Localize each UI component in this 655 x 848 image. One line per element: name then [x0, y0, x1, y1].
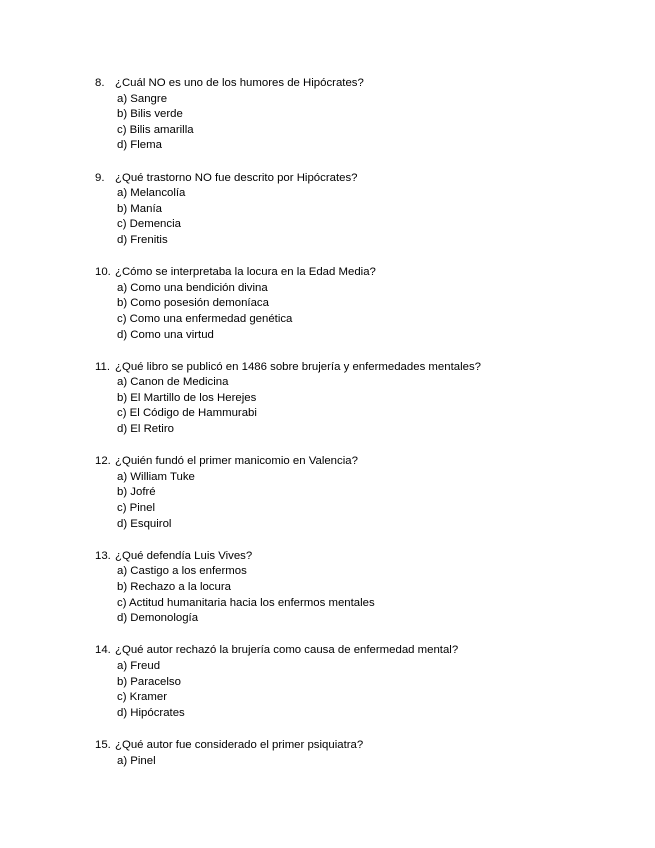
question-text: ¿Qué autor rechazó la brujería como causa de enfermedad mental? — [115, 644, 459, 657]
answer-option: b) Paracelso — [117, 675, 181, 688]
answer-option: a) Freud — [117, 659, 161, 672]
question-number: 15. — [95, 738, 111, 751]
answer-option: d) Frenitis — [117, 233, 168, 246]
question-number: 11. — [95, 360, 110, 373]
question-line — [95, 454, 615, 470]
question-line — [95, 171, 615, 187]
answer-options — [95, 375, 615, 437]
question-11 — [95, 360, 615, 438]
answer-option: c) Pinel — [117, 502, 155, 515]
answer-option: b) Manía — [117, 202, 162, 215]
answer-options — [95, 659, 615, 721]
question-number: 14. — [95, 644, 111, 657]
answer-option: c) Como una enfermedad genética — [117, 312, 293, 325]
question-line — [95, 360, 615, 376]
answer-options — [95, 92, 615, 154]
question-number: 12. — [95, 455, 111, 468]
answer-option: c) El Código de Hammurabi — [117, 407, 257, 420]
question-15 — [95, 738, 615, 769]
answer-options — [95, 754, 615, 770]
question-text: ¿Qué defendía Luis Vives? — [115, 549, 253, 562]
question-number: 10. — [95, 266, 111, 279]
answer-option: a) Pinel — [117, 754, 156, 767]
answer-options — [95, 281, 615, 343]
question-line — [95, 265, 615, 281]
question-text: ¿Qué trastorno NO fue descrito por Hipócrates? — [115, 171, 358, 184]
question-12 — [95, 454, 615, 532]
question-text: ¿Qué libro se publicó en 1486 sobre brujería y enfermedades mentales? — [115, 360, 481, 373]
answer-option: c) Actitud humanitaria hacia los enfermos mentales — [117, 596, 375, 609]
question-13 — [95, 549, 615, 627]
answer-option: a) Castigo a los enfermos — [117, 565, 247, 578]
answer-option: d) Esquirol — [117, 517, 172, 530]
answer-option: c) Demencia — [117, 218, 181, 231]
answer-option: b) Rechazo a la locura — [117, 581, 231, 593]
answer-option: b) Jofré — [117, 486, 156, 499]
answer-option: d) El Retiro — [117, 423, 174, 436]
question-line — [95, 76, 615, 92]
question-line — [95, 549, 615, 565]
answer-option: b) El Martillo de los Herejes — [117, 391, 257, 404]
question-14 — [95, 643, 615, 721]
question-text: ¿Cómo se interpretaba la locura en la Edad Media? — [115, 266, 376, 279]
question-line — [95, 738, 615, 754]
answer-option: a) Melancolía — [117, 187, 186, 200]
question-10 — [95, 265, 615, 343]
answer-option: c) Kramer — [117, 691, 167, 704]
answer-option: c) Bilis amarilla — [117, 123, 194, 136]
question-text: ¿Quién fundó el primer manicomio en Valencia? — [115, 455, 358, 468]
question-text: ¿Qué autor fue considerado el primer psiquiatra? — [115, 738, 364, 751]
answer-options — [95, 470, 615, 532]
answer-option: a) Como una bendición divina — [117, 281, 268, 294]
question-9 — [95, 171, 615, 249]
answer-option: d) Flema — [117, 139, 162, 152]
question-number: 13. — [95, 549, 111, 562]
answer-option: a) William Tuke — [117, 470, 195, 483]
answer-options — [95, 564, 615, 626]
quiz-question-list — [95, 76, 615, 786]
answer-option: d) Demonología — [117, 612, 199, 625]
question-text: ¿Cuál NO es uno de los humores de Hipócrates? — [115, 77, 364, 89]
question-8 — [95, 76, 615, 154]
answer-option: a) Sangre — [117, 92, 168, 105]
question-number: 9. — [95, 171, 105, 184]
answer-option: d) Como una virtud — [117, 328, 214, 341]
answer-options — [95, 186, 615, 248]
answer-option: d) Hipócrates — [117, 706, 185, 719]
answer-option: b) Bilis verde — [117, 108, 183, 121]
question-number: 8. — [95, 77, 105, 89]
question-line — [95, 643, 615, 659]
answer-option: a) Canon de Medicina — [117, 376, 229, 389]
answer-option: b) Como posesión demoníaca — [117, 297, 269, 310]
